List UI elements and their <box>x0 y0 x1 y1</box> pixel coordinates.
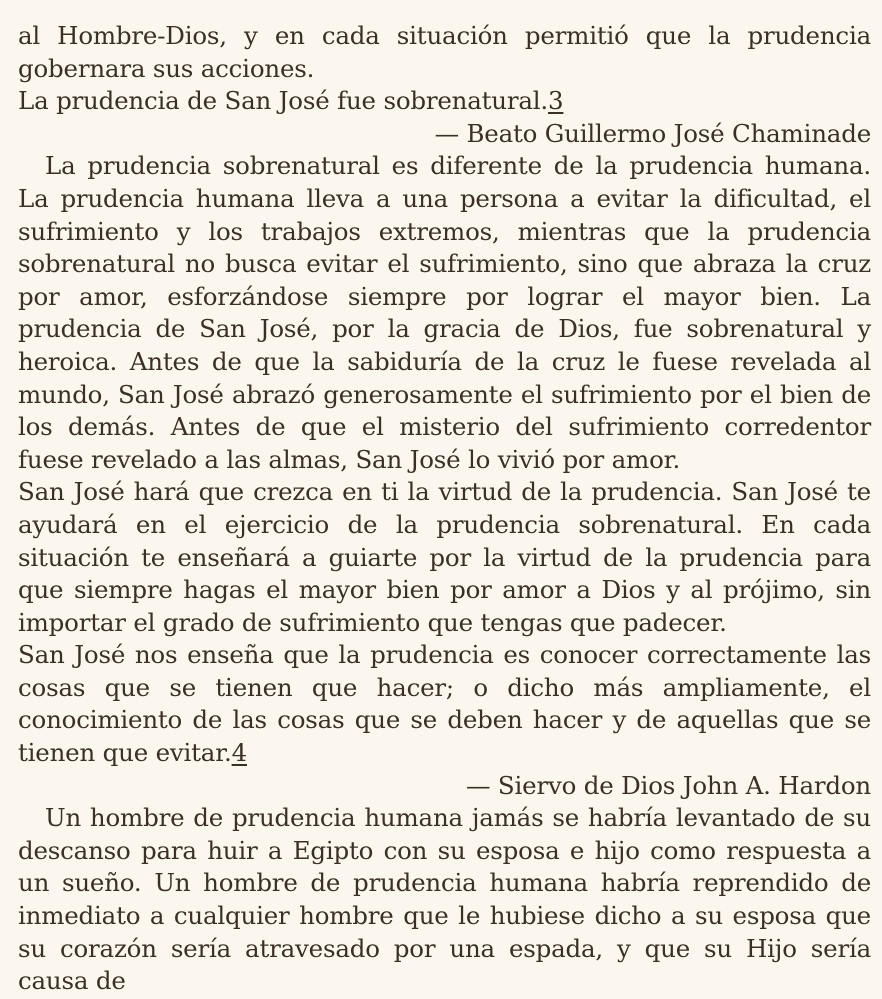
paragraph-human-prudence <box>18 802 871 998</box>
attribution-chaminade: — Beato Guillermo José Chaminade <box>434 118 871 148</box>
footnote-link-3[interactable]: 3 <box>548 86 564 116</box>
quote-text: La prudencia de San José fue sobrenatural. <box>18 86 549 116</box>
paragraph-intro <box>18 20 871 85</box>
quote-chaminade <box>18 85 871 118</box>
paragraph-san-jose-virtue <box>18 476 871 639</box>
paragraph-text: La prudencia sobrenatural es diferente de la prudencia humana. La prudencia humana lleva a una persona a evitar la dificultad, el sufrimiento y los trabajos extremos, mientras que la prudencia sobrenatural no busca evitar el sufrimiento, sino que abraza la cruz por amor, esforzándose siempre por lograr el mayor bien. La prudencia de San José, por la gracia de Dios, fue sobrenatural y heroica. Antes de que la sabiduría de la cruz le fuese revelada al mundo, San José abrazó generosamente el sufrimiento por el bien de los demás. Antes de que el misterio del sufrimiento corredentor fuese revelado a las almas, San José lo vivió por amor. <box>18 151 871 474</box>
quote-hardon <box>18 639 871 769</box>
footnote-link-4[interactable]: 4 <box>231 738 248 768</box>
paragraph-text: San José hará que crezca en ti la virtud de la prudencia. San José te ayudará en el ejercicio de la prudencia sobrenatural. En cada situación te enseñará a guiarte por la virtud de la prudencia para que siempre hagas el mayor bien por amor a Dios y al prójimo, sin importar el grado de sufrimiento que tengas que padecer. <box>18 477 871 637</box>
paragraph-text: Un hombre de prudencia humana jamás se habría levantado de su descanso para huir a Egipto con su esposa e hijo como respuesta a un sueño. Un hombre de prudencia humana habría reprendido de inmediato a cualquier hombre que le hubiese dicho a su esposa que su corazón sería atravesado por una espada, y que su Hijo sería causa de <box>18 803 871 996</box>
paragraph-text: al Hombre-Dios, y en cada situación permitió que la prudencia gobernara sus acciones. <box>18 21 871 83</box>
quote-text: San José nos enseña que la prudencia es conocer correctamente las cosas que se tienen que hacer; o dicho más ampliamente, el conocimiento de las cosas que se deben hacer y de aquellas que se tienen que evitar. <box>18 640 871 768</box>
attribution-hardon: — Siervo de Dios John A. Hardon <box>466 770 871 800</box>
paragraph-supernatural-prudence <box>18 150 871 476</box>
